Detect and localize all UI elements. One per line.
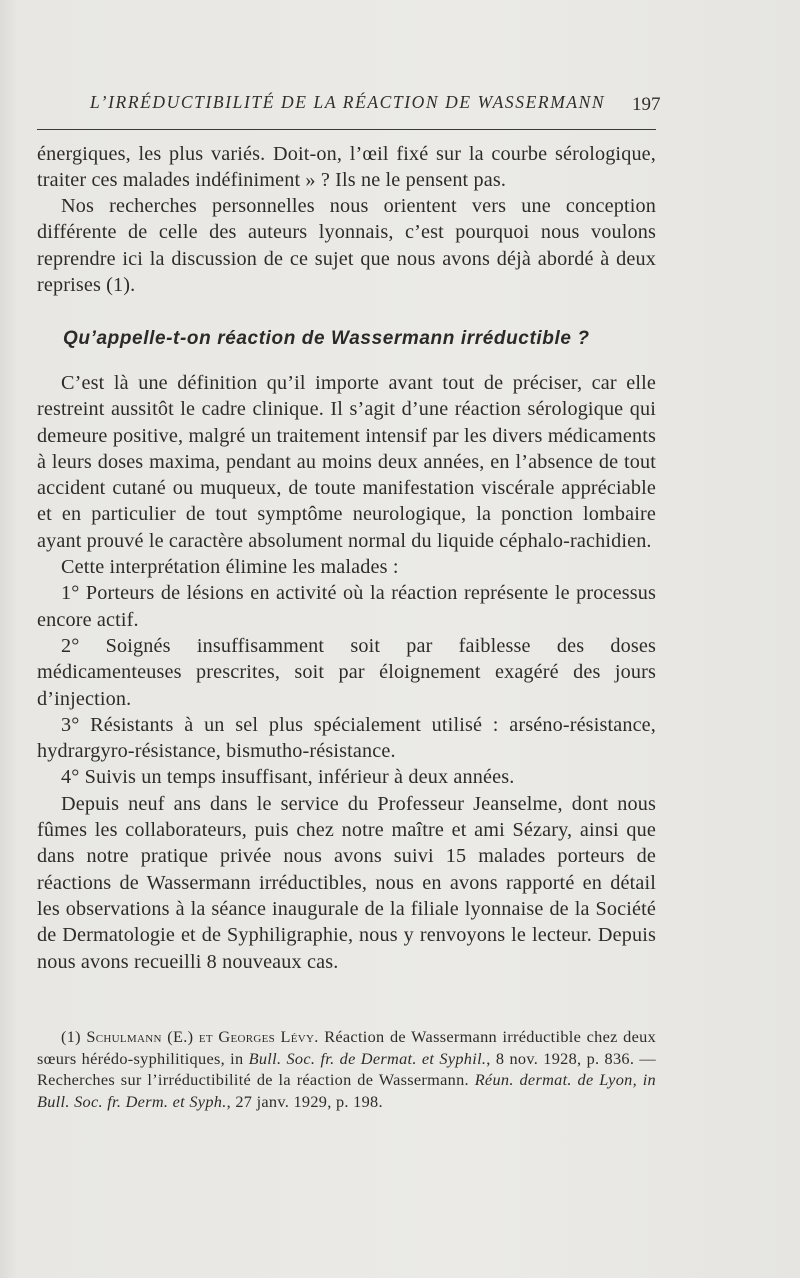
footnote (37, 1026, 656, 1112)
list-item-2: 2° Soignés insuffisamment soit par faiblesse des doses médicamenteuses prescrites, soit par éloignement exagéré des jours d’injection. (37, 634, 656, 710)
paragraph-text: énergiques, les plus variés. Doit-on, l’œil fixé sur la courbe sérologique, traiter ces malades indéfiniment » ? Ils ne le pensent pas. (37, 143, 656, 192)
footnote-journal-1: Bull. Soc. fr. de Dermat. et Syphil. (248, 1048, 487, 1068)
footnote-marker: (1) (61, 1027, 81, 1046)
definition-paragraph: C’est là une définition qu’il importe avant tout de préciser, car elle restreint aussitôt le cadre clinique. Il s’agit d’une réaction sérologique qui demeure positive, malgré un traitement intensif par les divers médicaments à leurs doses maxima, pendant au moins deux années, en l’absence de tout accident cutané ou muqueux, de toute manifestation viscérale appréciable et en particulier de tout symptôme neurologique, la ponction lombaire ayant prouvé le caractère absolument normal du liquide céphalo-rachidien. (37, 372, 656, 552)
list-intro: Cette interprétation élimine les malades : (61, 556, 399, 579)
paragraph-text: Nos recherches personnelles nous orientent vers une conception différente de celle des auteurs lyonnais, c’est pourquoi nous voulons reprendre ici la discussion de ce sujet que nous avons déjà abordé à deux reprises (1). (37, 195, 656, 296)
conclusion-paragraph: Depuis neuf ans dans le service du Professeur Jeanselme, dont nous fûmes les collaborateurs, puis chez notre maître et ami Sézary, ainsi que dans notre pratique privée nous avons suivi 15 malades porteurs de réactions de Wassermann irréductibles, nous en avons rapporté en détail les observations à la séance inaugurale de la filiale lyonnaise de la Société de Dermatologie et de Syphiligraphie, nous y renvoyons le lecteur. Depuis nous avons recueilli 8 nouveaux cas. (37, 792, 656, 973)
footnote-journal-2: Réun. dermat. de Lyon, in Bull. Soc. fr. Derm. et Syph. (37, 1070, 656, 1111)
intro-paragraph-1 (37, 141, 656, 194)
section-heading: Qu’appelle-t-on réaction de Wassermann irréductible ? (63, 328, 590, 349)
section-body (37, 370, 656, 975)
footnote-title-1: Réaction de Wassermann irréductible chez deux sœurs hérédo-syphilitiques, in (37, 1027, 657, 1068)
list-item-1: 1° Porteurs de lésions en activité où la réaction représente le processus encore actif. (37, 582, 656, 631)
running-title: L’IRRÉDUCTIBILITÉ DE LA RÉACTION DE WASSERMANN (90, 92, 606, 112)
list-item-4: 4° Suivis un temps insuffisant, inférieur à deux années. (61, 766, 515, 789)
intro-paragraph-2 (37, 193, 656, 298)
page-number: 197 (632, 94, 661, 115)
footnote-detail-1: , 8 nov. 1928, p. 836. — Recherches sur l’irréductibilité de la réaction de Wassermann. (37, 1048, 657, 1090)
footnote-detail-2: , 27 janv. 1929, p. 198. (226, 1091, 383, 1111)
header-rule (37, 129, 656, 130)
footnote-authors: Schulmann (E.) et Georges Lévy. (86, 1027, 319, 1046)
list-item-3: 3° Résistants à un sel plus spécialement utilisé : arséno-résistance, hydrargyro-résistance, bismutho-résistance. (37, 713, 656, 763)
